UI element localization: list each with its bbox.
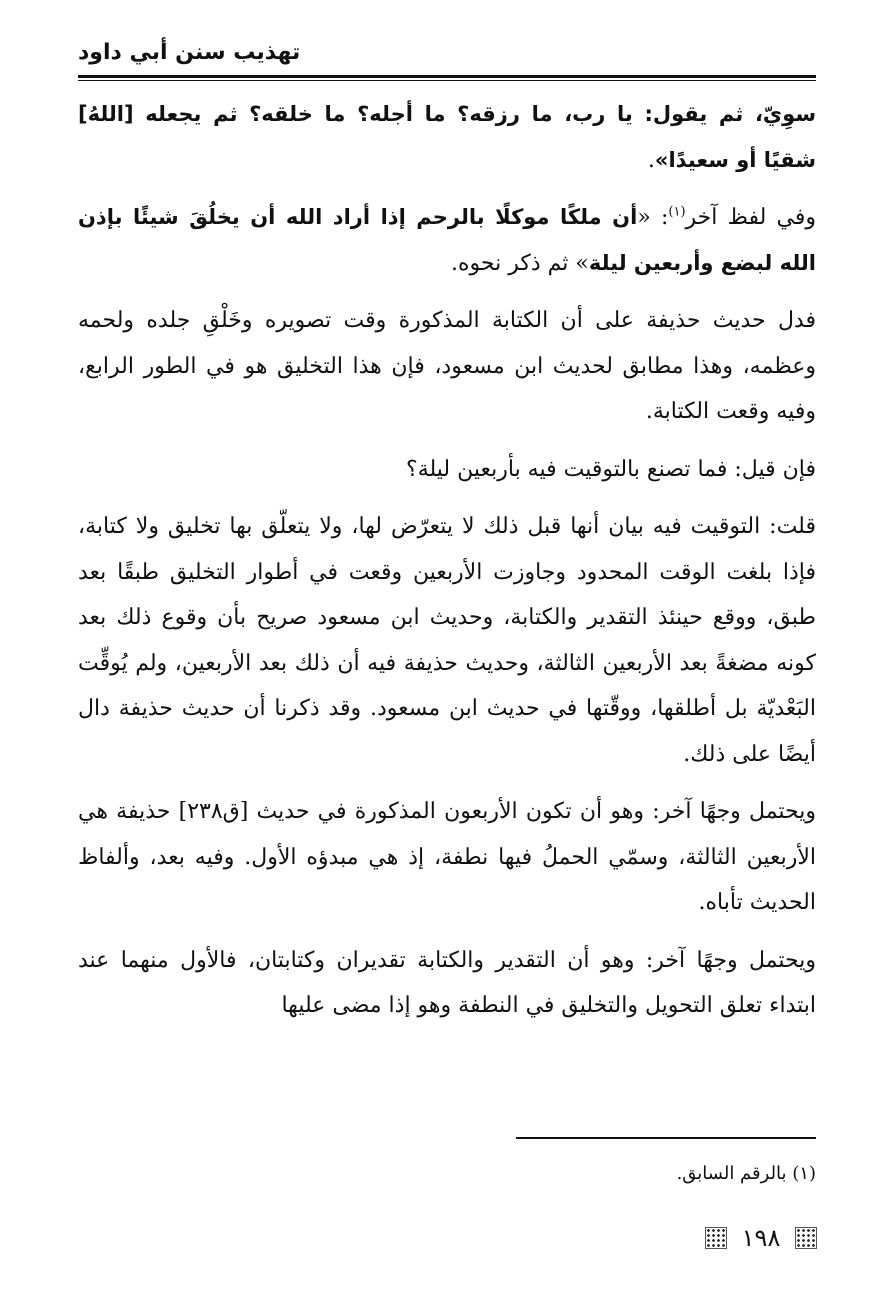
body-text-span: قلت: التوقيت فيه بيان أنها قبل ذلك لا يتعرّض لها، ولا يتعلّق بها تخليق ولا كتابة، فإذا بلغت الوقت المحدود وجاوزت الأربعين وقعت في أطوار التخليق طبقًا بعد طبق، ووقع حينئذ التقدير والكتابة، وحديث ابن مسعود صريح بأن وقوع ذلك بعد كونه مضغةً بعد الأربعين الثالثة، وحديث حذيفة فيه أن ذلك بعد الأربعين، ولم يُوقِّت البَعْديّة بل أطلقها، ووقّتها في حديث ابن مسعود. وقد ذكرنا أن حديث حذيفة دال أيضًا على ذلك. bbox=[78, 514, 816, 767]
ornament-icon bbox=[795, 1227, 817, 1249]
paragraph bbox=[78, 195, 816, 286]
body-text-span: ويحتمل وجهًا آخر: وهو أن التقدير والكتابة تقديران وكتابتان، فالأول منهما عند ابتداء تعلق التحويل والتخليق في النطفة وهو إذا مضى عليها bbox=[78, 947, 816, 1018]
ornament-icon bbox=[705, 1227, 727, 1249]
running-header-title: تهذيب سنن أبي داود bbox=[78, 40, 301, 65]
body-text-span: : « bbox=[637, 205, 669, 230]
body-text-span: . bbox=[647, 147, 655, 173]
footnote-separator bbox=[516, 1137, 816, 1139]
paragraph bbox=[78, 938, 816, 1029]
body-text-span: وفي لفظ آخر bbox=[685, 205, 816, 230]
hadith-text: سوِيّ، ثم يقول: يا رب، ما رزقه؟ ما أجله؟ ما خلقه؟ ثم يجعله [اللهُ] شقيًا أو سعيدًا» bbox=[78, 102, 816, 172]
paragraph bbox=[78, 92, 816, 183]
body-text bbox=[78, 92, 816, 1041]
body-text-span: » ثم ذكر نحوه. bbox=[451, 250, 589, 276]
paragraph bbox=[78, 504, 816, 777]
header-rule bbox=[78, 75, 816, 78]
body-text-span: ويحتمل وجهًا آخر: وهو أن تكون الأربعون المذكورة في حديث [ق٢٣٨] حذيفة هي الأربعين الثالثة، وسمّي الحملُ فيها نطفة، إذ هي مبدؤه الأول. وفيه بعد، وألفاظ الحديث تأباه. bbox=[78, 799, 817, 915]
footnote: (١) بالرقم السابق. bbox=[676, 1163, 816, 1184]
folio bbox=[705, 1222, 817, 1254]
paragraph bbox=[78, 298, 816, 435]
body-text-span: فدل حديث حذيفة على أن الكتابة المذكورة وقت تصويره وخَلْقِ جلده ولحمه وعظمه، وهذا مطابق لحديث ابن مسعود، فإن هذا التخليق هو في الطور الرابع، وفيه وقعت الكتابة. bbox=[78, 308, 816, 424]
paragraph bbox=[78, 789, 816, 926]
paragraph bbox=[78, 447, 816, 493]
page-number: ١٩٨ bbox=[741, 1224, 781, 1252]
header-rule-thin bbox=[78, 80, 816, 81]
body-text-span: فإن قيل: فما تصنع بالتوقيت فيه بأربعين ليلة؟ bbox=[406, 456, 816, 482]
hadith-text: أن ملكًا موكلًا بالرحم إذا أراد الله أن يخلُقَ شيئًا بإذن الله لبضع وأربعين ليلة bbox=[78, 205, 816, 275]
footnote-ref: (١) bbox=[668, 204, 686, 220]
